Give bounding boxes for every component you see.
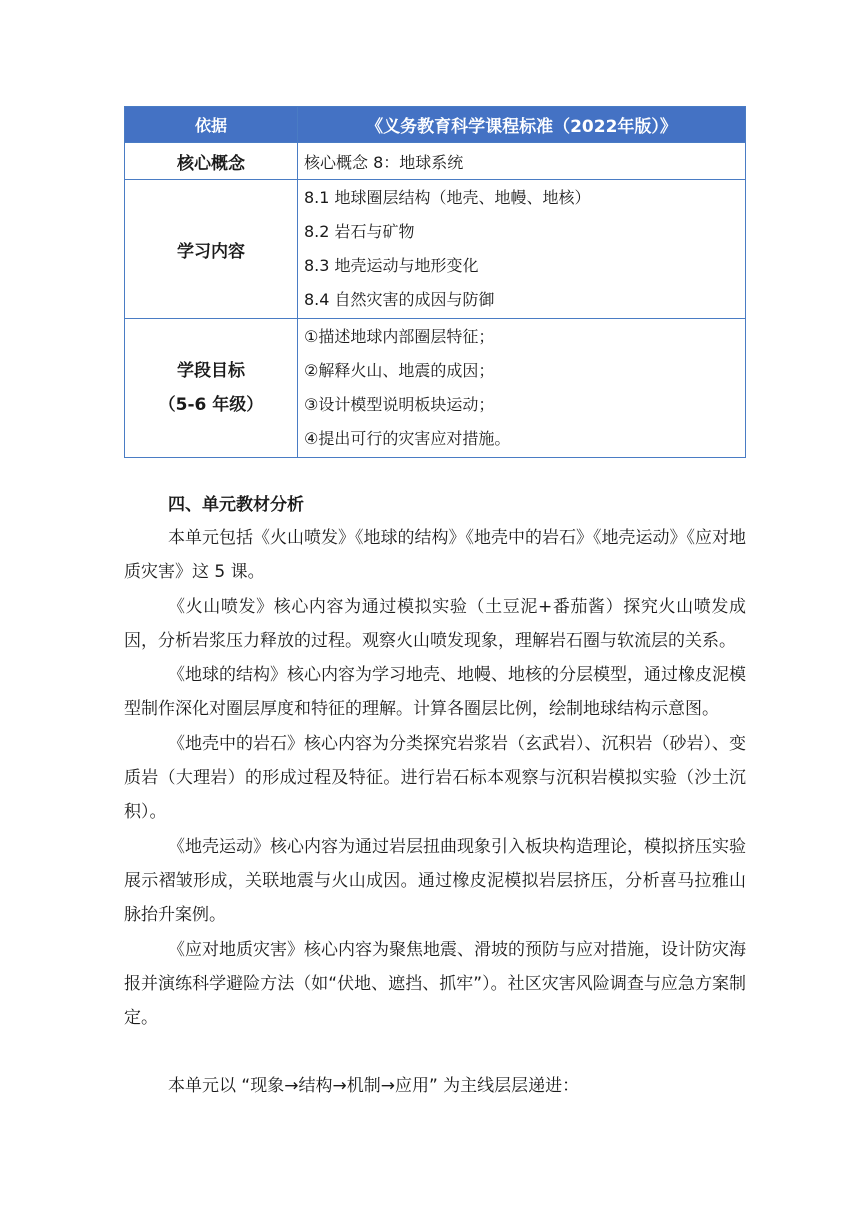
core-concept-row (125, 143, 746, 180)
learning-content-item: 8.1 地球圈层结构（地壳、地幔、地核） (304, 188, 591, 207)
learning-content-item: 8.2 岩石与矿物 (304, 222, 415, 241)
paragraph-overview: 本单元包括《火山喷发》《地球的结构》《地壳中的岩石》《地壳运动》《应对地质灾害》这 5 课。 (124, 528, 746, 583)
stage-goals-label (125, 319, 298, 458)
stage-goals-list (298, 319, 746, 458)
core-concept-value: 核心概念 8：地球系统 (298, 143, 746, 180)
learning-content-row (125, 180, 746, 319)
learning-content-item: 8.3 地壳运动与地形变化 (304, 256, 479, 275)
table-header-row (125, 107, 746, 143)
paragraph-crust-movement: 《地壳运动》核心内容为通过岩层扭曲现象引入板块构造理论，模拟挤压实验展示褶皱形成，关联地震与火山成因。通过橡皮泥模拟岩层挤压，分析喜马拉雅山脉抬升案例。 (124, 836, 746, 926)
header-standard-title: 《义务教育科学课程标准（2022年版）》 (298, 107, 746, 143)
paragraph-mainline: 本单元以 “现象→结构→机制→应用” 为主线层层递进： (168, 1076, 580, 1097)
stage-goals-row (125, 319, 746, 458)
section-heading: 四、单元教材分析 (168, 495, 304, 515)
paragraph-rocks: 《地壳中的岩石》核心内容为分类探究岩浆岩（玄武岩）、沉积岩（砂岩）、变质岩（大理岩）的形成过程及特征。进行岩石标本观察与沉积岩模拟实验（沙土沉积）。 (124, 733, 746, 823)
paragraph-earth-structure: 《地球的结构》核心内容为学习地壳、地幔、地核的分层模型，通过橡皮泥模型制作深化对圈层厚度和特征的理解。计算各圈层比例，绘制地球结构示意图。 (124, 665, 746, 720)
stage-goal-item: ③设计模型说明板块运动； (304, 395, 495, 414)
stage-goal-item: ①描述地球内部圈层特征； (304, 327, 495, 346)
learning-content-list (298, 180, 746, 319)
stage-goal-item: ④提出可行的灾害应对措施。 (304, 429, 511, 448)
curriculum-standard-table (124, 106, 746, 458)
learning-content-item: 8.4 自然灾害的成因与防御 (304, 290, 495, 309)
stage-goals-label-title: 学段目标 (177, 361, 245, 381)
paragraph-disasters: 《应对地质灾害》核心内容为聚焦地震、滑坡的预防与应对措施，设计防灾海报并演练科学避险方法（如“伏地、遮挡、抓牢”）。社区灾害风险调查与应急方案制定。 (124, 939, 746, 1029)
section-body (124, 521, 746, 1104)
learning-content-label: 学习内容 (125, 180, 298, 319)
paragraph-volcano: 《火山喷发》核心内容为通过模拟实验（土豆泥+番茄酱）探究火山喷发成因，分析岩浆压力释放的过程。观察火山喷发现象，理解岩石圈与软流层的关系。 (124, 596, 746, 651)
stage-goal-item: ②解释火山、地震的成因； (304, 361, 495, 380)
core-concept-label: 核心概念 (125, 143, 298, 180)
stage-goals-label-grade: （5-6 年级） (158, 395, 264, 415)
header-basis-label: 依据 (125, 107, 298, 143)
